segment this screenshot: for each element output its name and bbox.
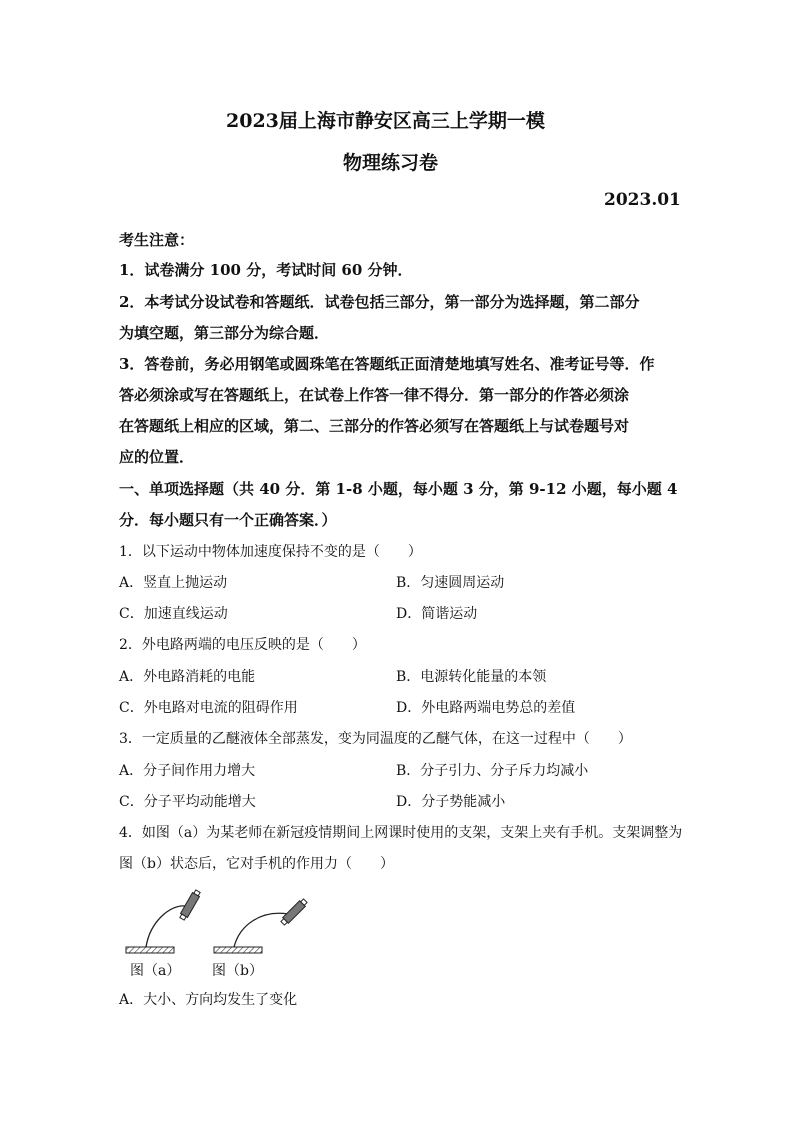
section-heading: 一、单项选择题（共 40 分．第 1-8 小题，每小题 3 分，第 9-12 小题，每小题 4 bbox=[119, 480, 678, 498]
option-d: D．外电路两端电势总的差值 bbox=[396, 700, 576, 716]
option-a: A．分子间作用力增大 bbox=[119, 763, 256, 779]
notice-line: 1．试卷满分 100 分，考试时间 60 分钟． bbox=[119, 261, 413, 279]
question-stem: 2．外电路两端的电压反映的是（ ） bbox=[119, 637, 366, 653]
figure-a-label: 图（a） bbox=[130, 963, 181, 979]
option-d: D．分子势能减小 bbox=[396, 794, 506, 810]
question-stem: 1．以下运动中物体加速度保持不变的是（ ） bbox=[119, 544, 422, 560]
notice-line: 在答题纸上相应的区域，第二、三部分的作答必须写在答题纸上与试卷题号对 bbox=[119, 417, 630, 435]
notice-line: 答必须涂或写在答题纸上，在试卷上作答一律不得分．第一部分的作答必须涂 bbox=[119, 386, 630, 404]
question-stem: 3．一定质量的乙醚液体全部蒸发，变为同温度的乙醚气体，在这一过程中（ ） bbox=[119, 731, 632, 747]
figure-b-label: 图（b） bbox=[212, 963, 263, 979]
question-stem-cont: 图（b）状态后，它对手机的作用力（ ） bbox=[119, 856, 394, 872]
question-stem: 4．如图（a）为某老师在新冠疫情期间上网课时使用的支架，支架上夹有手机。支架调整为 bbox=[119, 825, 683, 841]
section-heading-cont: 分．每小题只有一个正确答案．） bbox=[119, 511, 337, 529]
notice-line: 2．本考试分设试卷和答题纸．试卷包括三部分，第一部分为选择题，第二部分 bbox=[119, 293, 640, 311]
option-d: D．简谐运动 bbox=[396, 606, 478, 622]
notice-line: 应的位置． bbox=[119, 448, 195, 466]
notice-line: 3．答卷前，务必用钢笔或圆珠笔在答题纸正面清楚地填写姓名、准考证号等．作 bbox=[119, 355, 655, 373]
option-b: B．匀速圆周运动 bbox=[396, 575, 505, 591]
exam-date: 2023.01 bbox=[604, 190, 681, 210]
option-b: B．电源转化能量的本领 bbox=[396, 669, 547, 685]
option-b: B．分子引力、分子斥力均减小 bbox=[396, 763, 589, 779]
page-subtitle: 物理练习卷 bbox=[343, 152, 439, 174]
page-title: 2023届上海市静安区高三上学期一模 bbox=[226, 110, 545, 132]
notice-line: 为填空题，第三部分为综合题． bbox=[119, 324, 330, 342]
phone-holder-figure-b bbox=[206, 882, 316, 957]
option-c: C．分子平均动能增大 bbox=[119, 794, 256, 810]
option-c: C．外电路对电流的阻碍作用 bbox=[119, 700, 298, 716]
option-a: A．竖直上抛运动 bbox=[119, 575, 228, 591]
option-a: A．大小、方向均发生了变化 bbox=[119, 992, 298, 1008]
option-a: A．外电路消耗的电能 bbox=[119, 669, 256, 685]
option-c: C．加速直线运动 bbox=[119, 606, 228, 622]
notice-heading: 考生注意： bbox=[119, 231, 195, 249]
phone-holder-figure-a bbox=[120, 882, 210, 957]
